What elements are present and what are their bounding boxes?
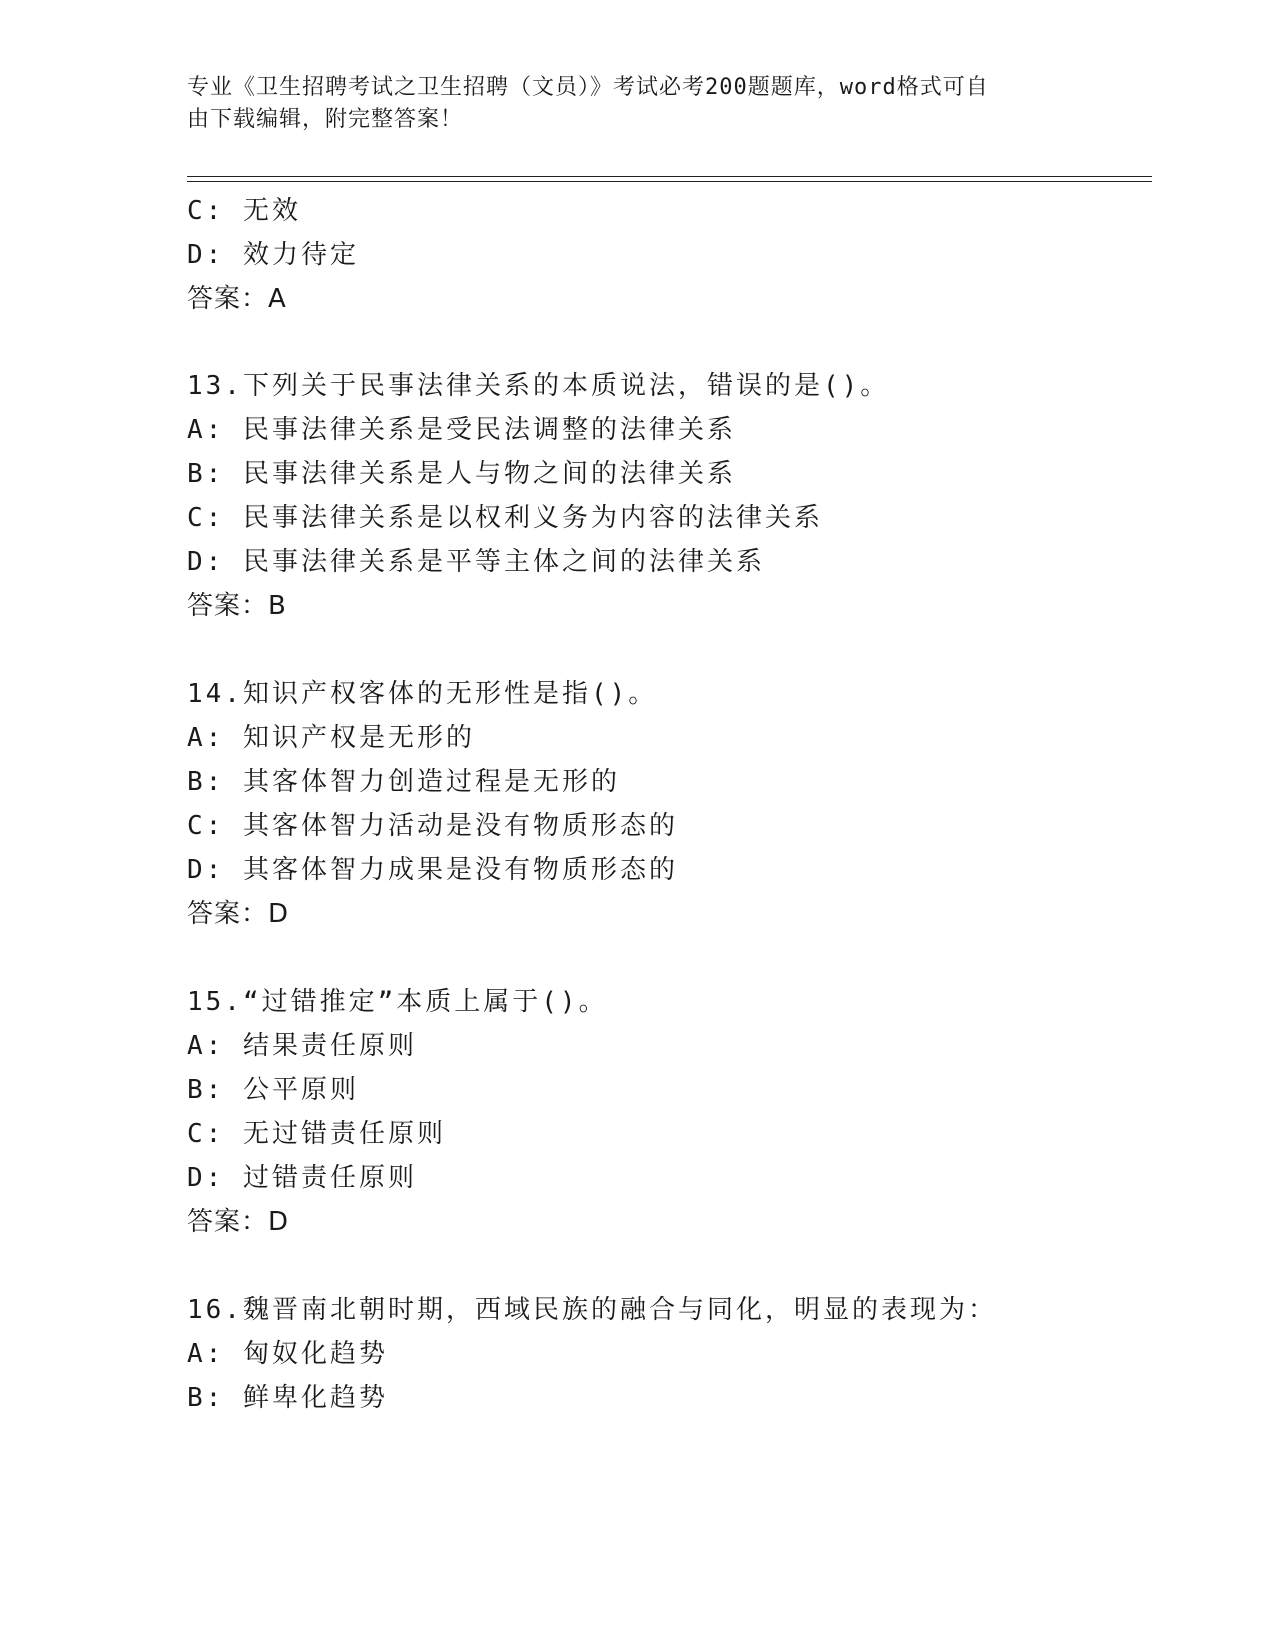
option-c: C: 无效 [187, 196, 301, 226]
answer-line: 答案：D [187, 1207, 290, 1237]
document-header [187, 72, 1067, 136]
header-line-1: 专业《卫生招聘考试之卫生招聘（文员）》考试必考200题题库，word格式可自 [187, 75, 989, 100]
option-b: B: 民事法律关系是人与物之间的法律关系 [187, 459, 736, 489]
question-stem: 15.“过错推定”本质上属于()。 [187, 987, 608, 1017]
option-a: A: 匈奴化趋势 [187, 1339, 388, 1369]
option-d: D: 效力待定 [187, 240, 359, 270]
answer-line: 答案：A [187, 284, 287, 314]
option-c: C: 无过错责任原则 [187, 1119, 446, 1149]
option-c: C: 其客体智力活动是没有物质形态的 [187, 811, 678, 841]
header-divider-top [187, 176, 1152, 177]
question-stem: 14.知识产权客体的无形性是指()。 [187, 679, 658, 709]
option-c: C: 民事法律关系是以权利义务为内容的法律关系 [187, 503, 823, 533]
option-d: D: 过错责任原则 [187, 1163, 417, 1193]
option-d: D: 民事法律关系是平等主体之间的法律关系 [187, 547, 765, 577]
option-b: B: 公平原则 [187, 1075, 359, 1105]
option-d: D: 其客体智力成果是没有物质形态的 [187, 855, 678, 885]
option-a: A: 知识产权是无形的 [187, 723, 475, 753]
question-stem: 13.下列关于民事法律关系的本质说法，错误的是()。 [187, 371, 890, 401]
header-divider-bottom [187, 181, 1152, 182]
question-stem: 16.魏晋南北朝时期，西域民族的融合与同化，明显的表现为： [187, 1295, 997, 1325]
option-a: A: 民事法律关系是受民法调整的法律关系 [187, 415, 736, 445]
option-a: A: 结果责任原则 [187, 1031, 417, 1061]
option-b: B: 其客体智力创造过程是无形的 [187, 767, 620, 797]
header-line-2: 由下载编辑，附完整答案！ [187, 107, 464, 132]
option-b: B: 鲜卑化趋势 [187, 1383, 388, 1413]
answer-line: 答案：B [187, 591, 287, 621]
answer-line: 答案：D [187, 899, 290, 929]
